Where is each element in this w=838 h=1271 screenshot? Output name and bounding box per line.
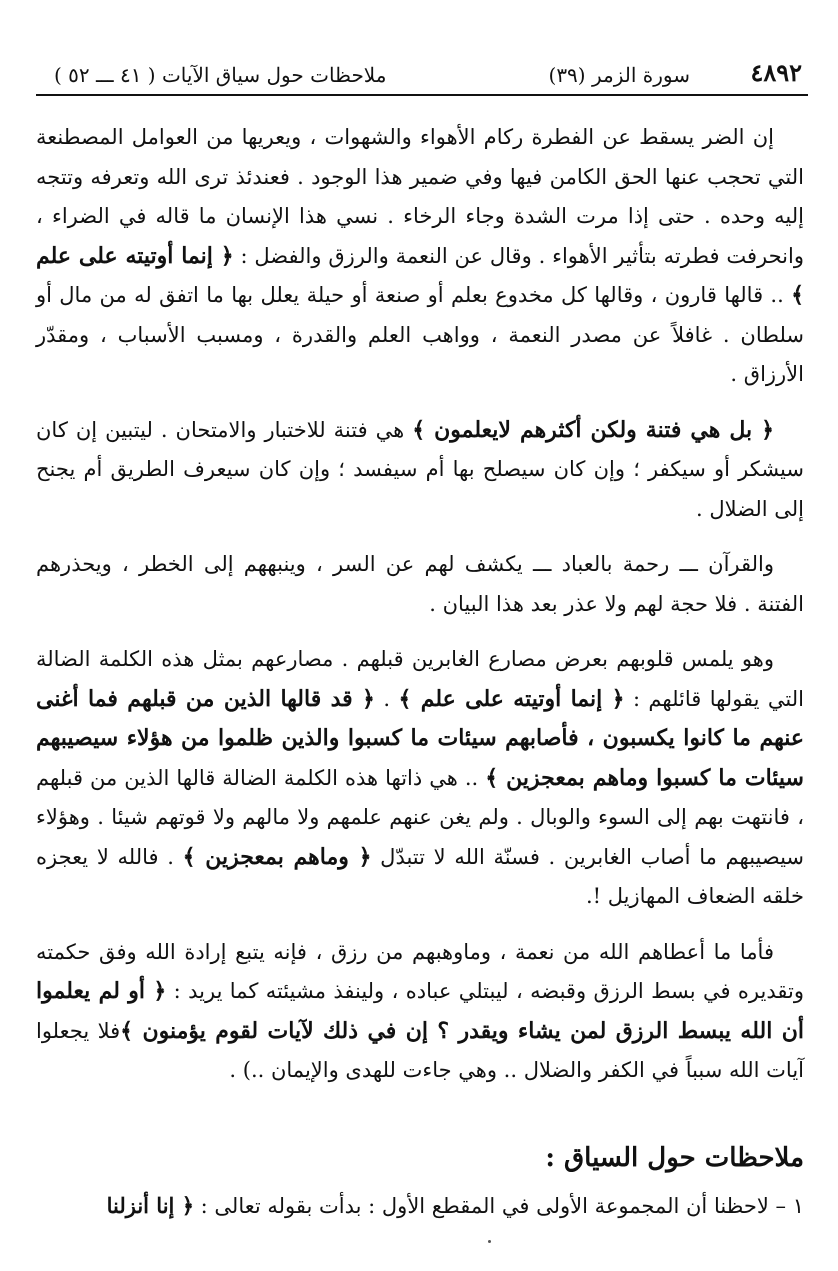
text-run: هي فتنة للاختبار والامتحان . ليتبين إن كان سيشكر أو سيكفر ؛ وإن كان سيصلح بها أم سيفسد ؛ وإن كان سيعرف الطريق أم يجنح إلى الضلال .	[36, 417, 804, 521]
text-run: إن الضر يسقط عن الفطرة ركام الأهواء والشهوات ، ويعريها من العوامل المصطنعة التي تحجب عنها الحق الكامن فيها وفي ضمير هذا الوجود . فعندئذ ترى الله وتعرفه وتتجه إليه وحده . حتى إذا مرت الشدة وجاء الرخاء . نسي هذا الإنسان ما قاله في الضراء ، وانحرفت فطرته بتأثير الأهواء . وقال عن النعمة والرزق والفضل :	[36, 125, 804, 268]
section-title: ملاحظات حول السياق :	[545, 1142, 804, 1173]
text-run: ١ – لاحظنا أن المجموعة الأولى في المقطع الأول : بدأت بقوله تعالى :	[194, 1194, 804, 1218]
text-run: وهو يلمس قلوبهم بعرض مصارع الغابرين قبلهم . مصارعهم بمثل هذه الكلمة الضالة التي يقولها قائلهم :	[36, 647, 804, 711]
header-title: ملاحظات حول سياق الآيات ( ٤١ ـــ ٥٢ )	[54, 63, 387, 87]
quran-quote: ﴿ إنما أوتيته على علم ﴾	[36, 242, 804, 308]
text-run: .	[374, 686, 399, 711]
quran-quote: ﴿ إنا أنزلنا	[106, 1193, 194, 1218]
paragraph	[36, 545, 804, 624]
paragraph	[36, 640, 804, 917]
text-run: .. قالها قارون ، وقالها كل مخدوع بعلم أو صنعة أو حيلة يعلل بها ما اتفق له من مال أو سلطان . غافلاً عن مصدر النعمة ، وواهب العلم والقدرة ، ومسبب الأسباب ، ومقدّر الأرزاق .	[36, 283, 804, 386]
surah-label: (٣٩) سورة الزمر	[548, 63, 690, 87]
text-run: .. هي ذاتها هذه الكلمة الضالة قالها الذين من قبلهم ، فانتهت بهم إلى السوء والوبال . ولم يغن عنهم علمهم ولا مالهم ولا قوتهم شيئا . وهؤلاء سيصيبهم ما أصاب الغابرين . فسنّة الله لا تتبدّل	[36, 765, 805, 869]
page-number: ٤٨٩٢	[750, 58, 802, 87]
running-header	[36, 58, 808, 96]
text-run: فلا يجعلوا آيات الله سبباً في الكفر والضلال .. وهي جاءت للهدى والإيمان ..) .	[36, 1018, 804, 1082]
quran-quote: ﴿ إنما أوتيته على علم ﴾	[398, 685, 625, 712]
paragraph	[36, 118, 804, 395]
quran-quote: ﴿ وماهم بمعجزين ﴾	[182, 843, 372, 870]
text-run: . فالله لا يعجزه خلقه الضعاف المهازيل !.	[36, 844, 804, 908]
quran-quote: ﴿ قد قالها الذين من قبلهم فما أغنى عنهم ما كانوا يكسبون ، فأصابهم سيئات ما كسبوا والذين ظلموا من هؤلاء سيصيبهم سيئات ما كسبوا وماهم بمعجزين ﴾	[36, 685, 804, 791]
paragraph	[36, 933, 804, 1091]
page-mark	[488, 1240, 491, 1243]
list-item	[36, 1186, 804, 1227]
quran-quote: ﴿ بل هي فتنة ولكن أكثرهم لايعلمون ﴾	[412, 416, 774, 443]
text-run: والقرآن ـــ رحمة بالعباد ـــ يكشف لهم عن السر ، وينبههم إلى الخطر ، ويحذرهم الفتنة . فلا حجة لهم ولا عذر بعد هذا البيان .	[36, 552, 804, 616]
paragraph	[36, 411, 804, 530]
paragraphs	[36, 118, 804, 1091]
text-run: فأما ما أعطاهم الله من نعمة ، وماوهبهم من رزق ، فإنه يتبع إرادة الله وفق حكمته وتقديره في بسط الرزق وقبضه ، ليبتلي عباده ، ولينفذ مشيئته كما يريد :	[36, 939, 804, 1003]
page-body	[36, 118, 804, 1227]
quran-quote: ﴿ أو لم يعلموا أن الله يبسط الرزق لمن يشاء ويقدر ؟ إن في ذلك لآيات لقوم يؤمنون ﴾	[36, 978, 805, 1044]
